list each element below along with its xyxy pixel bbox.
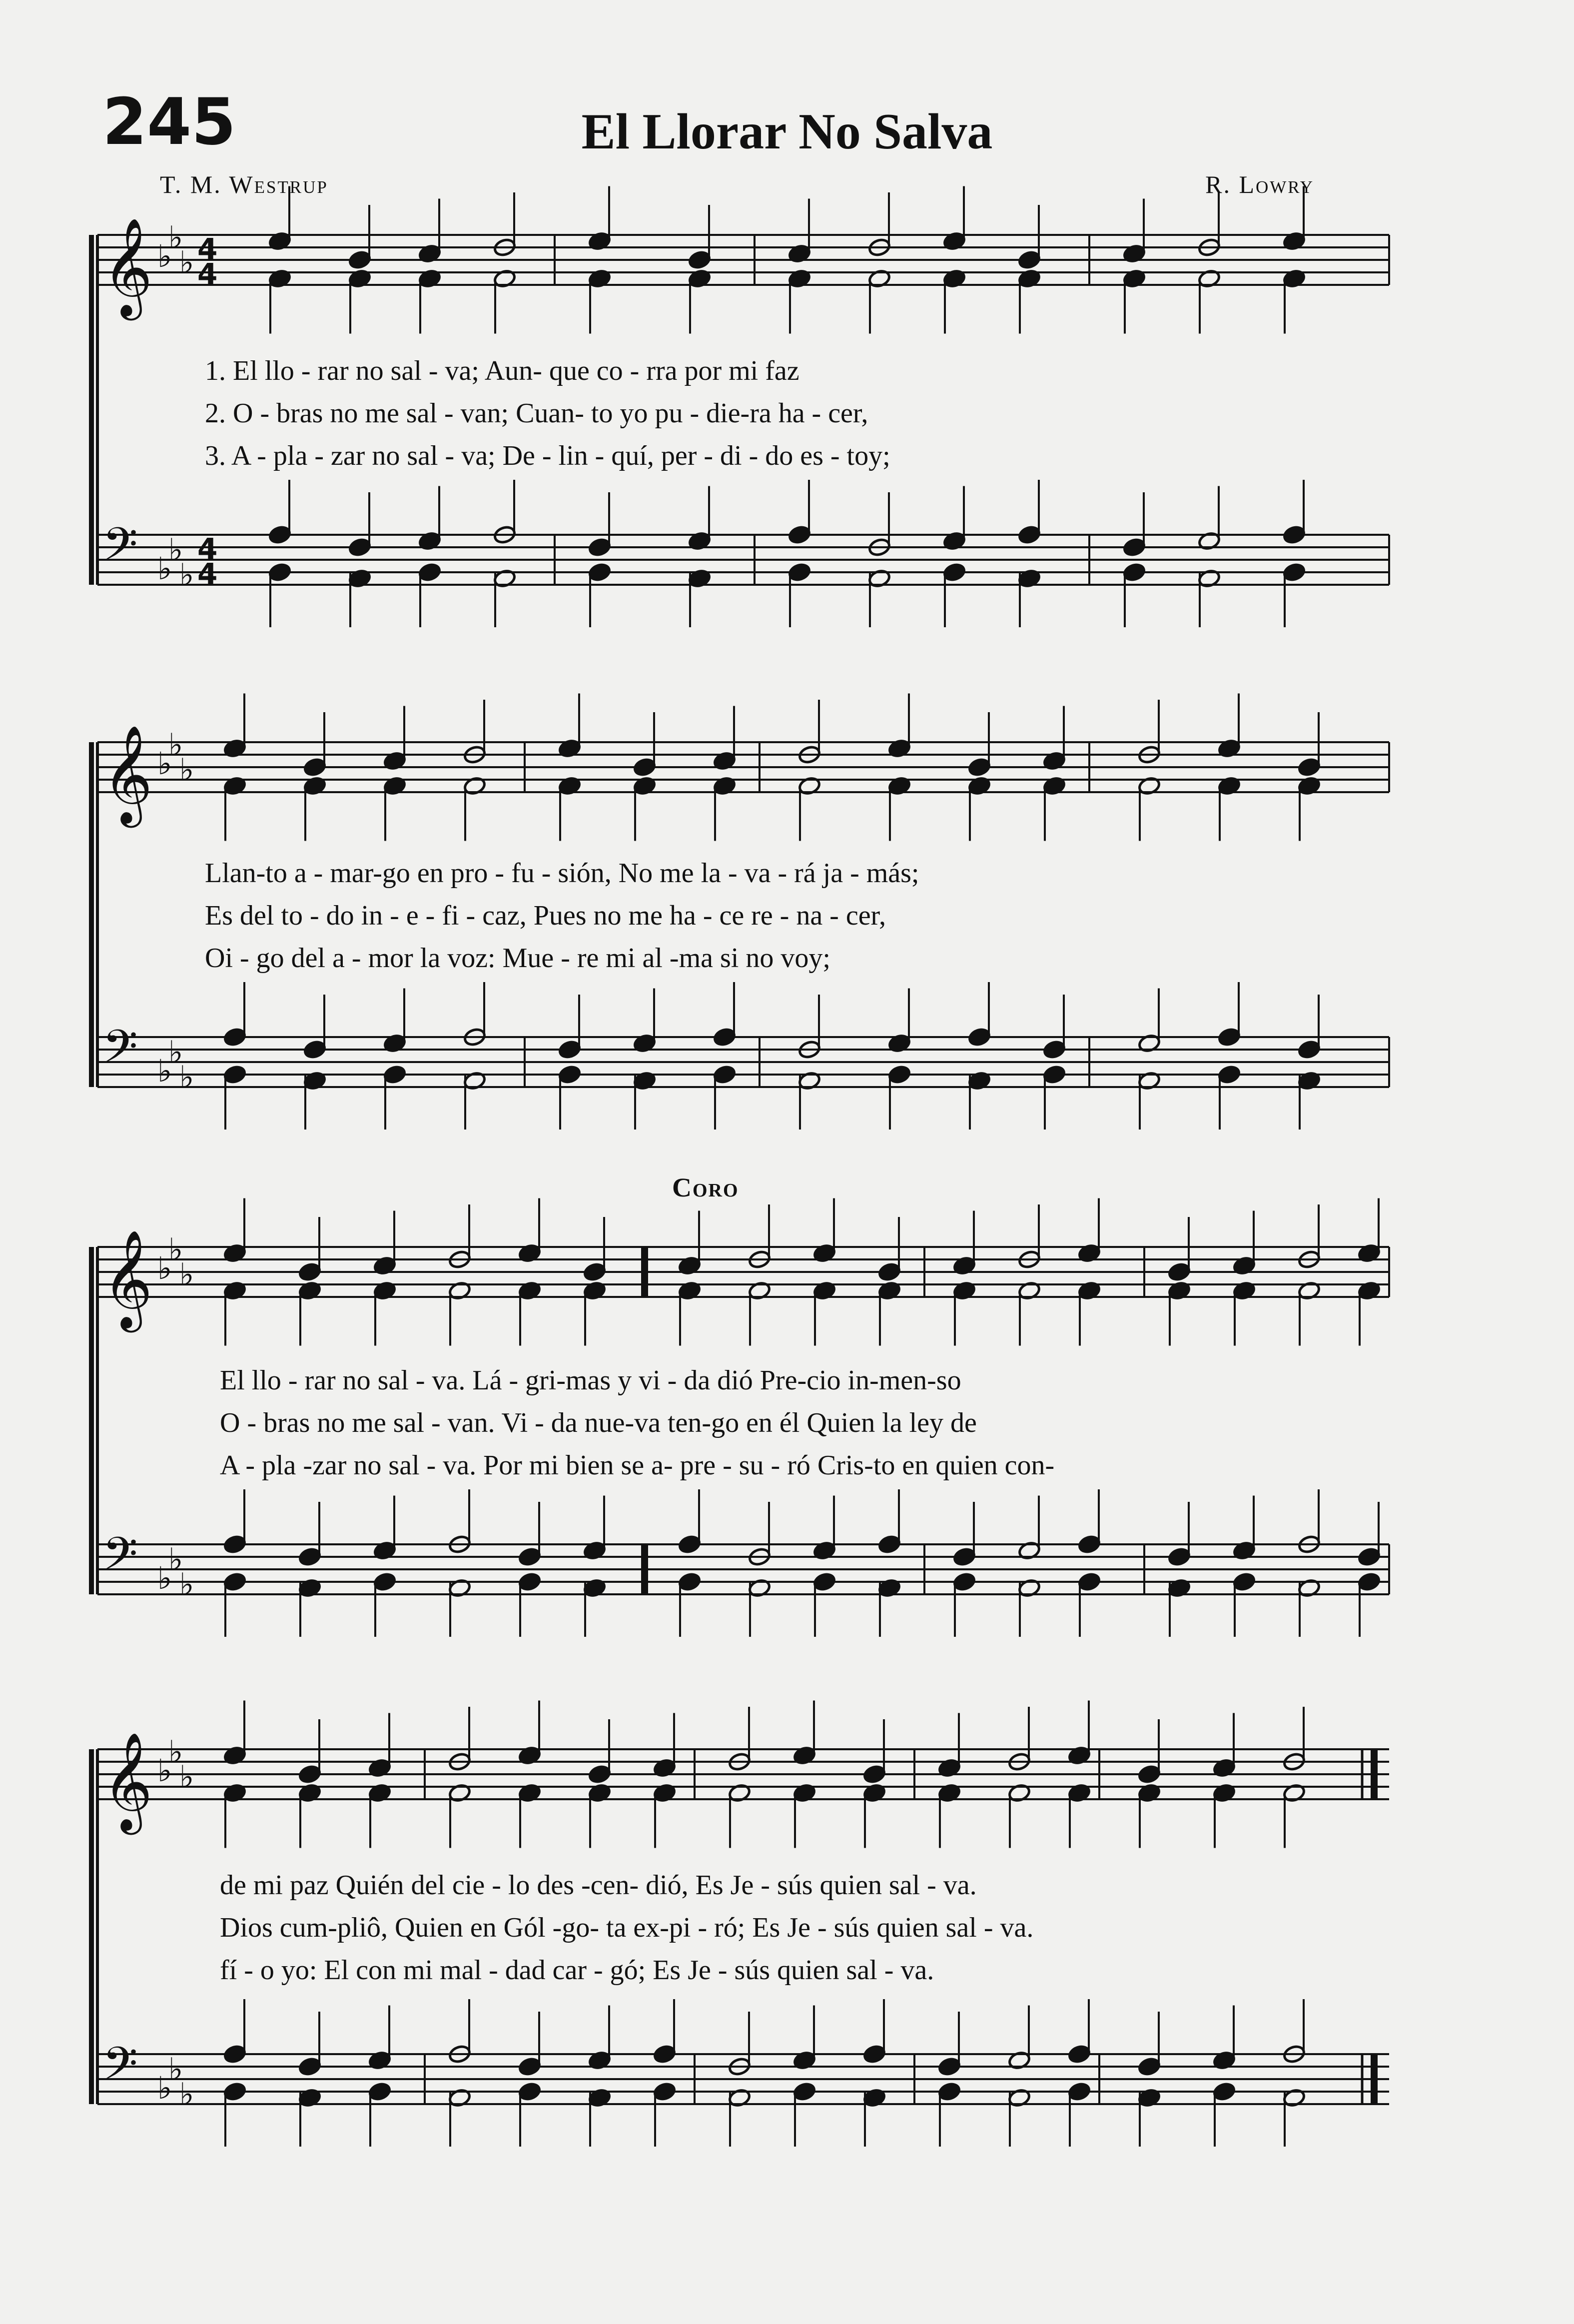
note-head: [298, 1547, 321, 1567]
flat-sign: ♭: [157, 1250, 172, 1286]
note-head: [678, 1534, 701, 1554]
flat-sign: ♭: [157, 550, 172, 587]
note-head: [1357, 1572, 1381, 1592]
treble-clef: 𝄞: [102, 217, 153, 316]
note-head: [653, 2044, 676, 2064]
note-head: [418, 562, 441, 582]
note-head: [1017, 525, 1041, 545]
note-head: [1167, 1547, 1191, 1567]
note-head: [787, 525, 811, 545]
flat-sign: ♭: [179, 1566, 194, 1603]
note-head: [1077, 1534, 1101, 1554]
note-head: [937, 2082, 961, 2102]
note-head: [877, 1262, 901, 1282]
note-head: [877, 1534, 901, 1554]
note-head: [223, 1027, 246, 1047]
lyric-line: Es del to - do in - e - fi - caz, Pues no me ha - ce re - na - cer,: [205, 900, 886, 931]
note-head: [1137, 1764, 1161, 1784]
note-head: [792, 2082, 816, 2102]
note-head: [1042, 1065, 1066, 1085]
note-head: [1042, 1040, 1066, 1060]
time-signature: 4: [197, 257, 218, 291]
note-head: [1122, 537, 1146, 557]
bass-clef: 𝄢: [102, 1527, 138, 1591]
treble-clef: 𝄞: [102, 725, 153, 824]
note-head: [1067, 2044, 1091, 2064]
note-head: [967, 1027, 991, 1047]
note-head: [348, 537, 371, 557]
flat-sign: ♭: [168, 1733, 183, 1770]
note-head: [223, 1065, 246, 1085]
note-head: [298, 1764, 321, 1784]
note-head: [303, 757, 326, 777]
bass-clef: 𝄢: [102, 1020, 138, 1084]
flat-sign: ♭: [168, 2051, 183, 2088]
flat-sign: ♭: [157, 1752, 172, 1789]
time-signature: 4: [197, 232, 218, 266]
note-head: [583, 1262, 606, 1282]
note-head: [1357, 1547, 1381, 1567]
note-head: [937, 2057, 961, 2077]
treble-clef: 𝄞: [102, 1229, 153, 1328]
time-signature: 4: [197, 557, 218, 591]
note-head: [368, 2082, 391, 2102]
note-head: [223, 2044, 246, 2064]
note-head: [1282, 525, 1306, 545]
note-head: [303, 1040, 326, 1060]
flat-sign: ♭: [179, 1059, 194, 1096]
note-head: [383, 1065, 406, 1085]
note-head: [952, 1572, 976, 1592]
flat-sign: ♭: [168, 1034, 183, 1071]
note-head: [558, 1040, 581, 1060]
lyricist-credit: T. M. Westrup: [160, 170, 328, 198]
flat-sign: ♭: [168, 1231, 183, 1268]
note-head: [588, 562, 611, 582]
flat-sign: ♭: [179, 556, 194, 593]
note-head: [862, 1764, 886, 1784]
note-head: [1212, 2082, 1236, 2102]
lyric-line: de mi paz Quién del cie - lo des -cen- dió, Es Je - sús quien sal - va.: [220, 1870, 977, 1901]
lyric-line: O - bras no me sal - van. Vi - da nue-va ten-go en él Quien la ley de: [220, 1407, 977, 1438]
note-head: [1282, 562, 1306, 582]
bass-clef: 𝄢: [102, 518, 138, 582]
note-head: [653, 2082, 676, 2102]
flat-sign: ♭: [168, 219, 183, 256]
bass-clef: 𝄢: [102, 2037, 138, 2101]
note-head: [1217, 1027, 1241, 1047]
note-head: [373, 1572, 396, 1592]
note-head: [887, 1065, 911, 1085]
flat-sign: ♭: [157, 1053, 172, 1089]
flat-sign: ♭: [168, 1541, 183, 1578]
flat-sign: ♭: [179, 244, 194, 281]
lyric-line: El llo - rar no sal - va. Lá - gri-mas y vi - da dió Pre-cio in-men-so: [220, 1365, 961, 1396]
note-head: [518, 1572, 541, 1592]
note-head: [588, 537, 611, 557]
note-head: [942, 562, 966, 582]
note-head: [967, 757, 991, 777]
note-head: [713, 1065, 736, 1085]
lyric-line: fí - o yo: El con mi mal - dad car - gó; Es Je - sús quien sal - va.: [220, 1955, 934, 1986]
note-head: [1067, 2082, 1091, 2102]
note-head: [348, 250, 371, 270]
time-signature: 4: [197, 532, 218, 566]
note-head: [518, 2057, 541, 2077]
note-head: [223, 2082, 246, 2102]
note-head: [268, 525, 291, 545]
note-head: [633, 757, 656, 777]
note-head: [952, 1547, 976, 1567]
flat-sign: ♭: [179, 751, 194, 788]
note-head: [588, 1764, 611, 1784]
note-head: [1137, 2057, 1161, 2077]
note-head: [223, 1572, 246, 1592]
note-head: [518, 1547, 541, 1567]
note-head: [713, 1027, 736, 1047]
note-head: [298, 1262, 321, 1282]
flat-sign: ♭: [168, 726, 183, 763]
lyric-line: Llan-to a - mar-go en pro - fu - sión, No me la - va - rá ja - más;: [205, 858, 919, 889]
hymn-title: El Llorar No Salva: [581, 103, 993, 160]
lyric-line: 1. El llo - rar no sal - va; Aun- que co - rra por mi faz: [205, 355, 799, 386]
flat-sign: ♭: [168, 531, 183, 568]
note-head: [558, 1065, 581, 1085]
note-head: [787, 562, 811, 582]
note-head: [688, 250, 711, 270]
note-head: [1122, 562, 1146, 582]
note-head: [1017, 250, 1041, 270]
chorus-label: Coro: [672, 1172, 739, 1202]
flat-sign: ♭: [179, 1256, 194, 1293]
flat-sign: ♭: [157, 238, 172, 274]
flat-sign: ♭: [157, 1560, 172, 1596]
flat-sign: ♭: [179, 2076, 194, 2113]
lyric-line: 3. A - pla - zar no sal - va; De - lin - quí, per - di - do es - toy;: [205, 440, 890, 471]
note-head: [223, 1534, 246, 1554]
hymn-number: 245: [102, 85, 236, 159]
composer-credit: R. Lowry: [1205, 170, 1314, 198]
note-head: [678, 1572, 701, 1592]
flat-sign: ♭: [157, 2070, 172, 2106]
note-head: [1167, 1262, 1191, 1282]
note-head: [518, 2082, 541, 2102]
lyric-line: A - pla -zar no sal - va. Por mi bien se a- pre - su - ró Cris-to en quien con-: [220, 1450, 1055, 1481]
note-head: [298, 2057, 321, 2077]
note-head: [1232, 1572, 1256, 1592]
lyric-line: Dios cum-pliô, Quien en Gól -go- ta ex-pi - ró; Es Je - sús quien sal - va.: [220, 1912, 1034, 1943]
note-head: [268, 562, 291, 582]
flat-sign: ♭: [179, 1758, 194, 1795]
flat-sign: ♭: [157, 745, 172, 782]
note-head: [1217, 1065, 1241, 1085]
lyric-line: Oi - go del a - mor la voz: Mue - re mi al -ma si no voy;: [205, 943, 830, 974]
note-head: [812, 1572, 836, 1592]
note-head: [1077, 1572, 1101, 1592]
treble-clef: 𝄞: [102, 1732, 153, 1831]
note-head: [1297, 1040, 1321, 1060]
note-head: [862, 2044, 886, 2064]
note-head: [1297, 757, 1321, 777]
lyric-line: 2. O - bras no me sal - van; Cuan- to yo pu - die-ra ha - cer,: [205, 398, 868, 429]
